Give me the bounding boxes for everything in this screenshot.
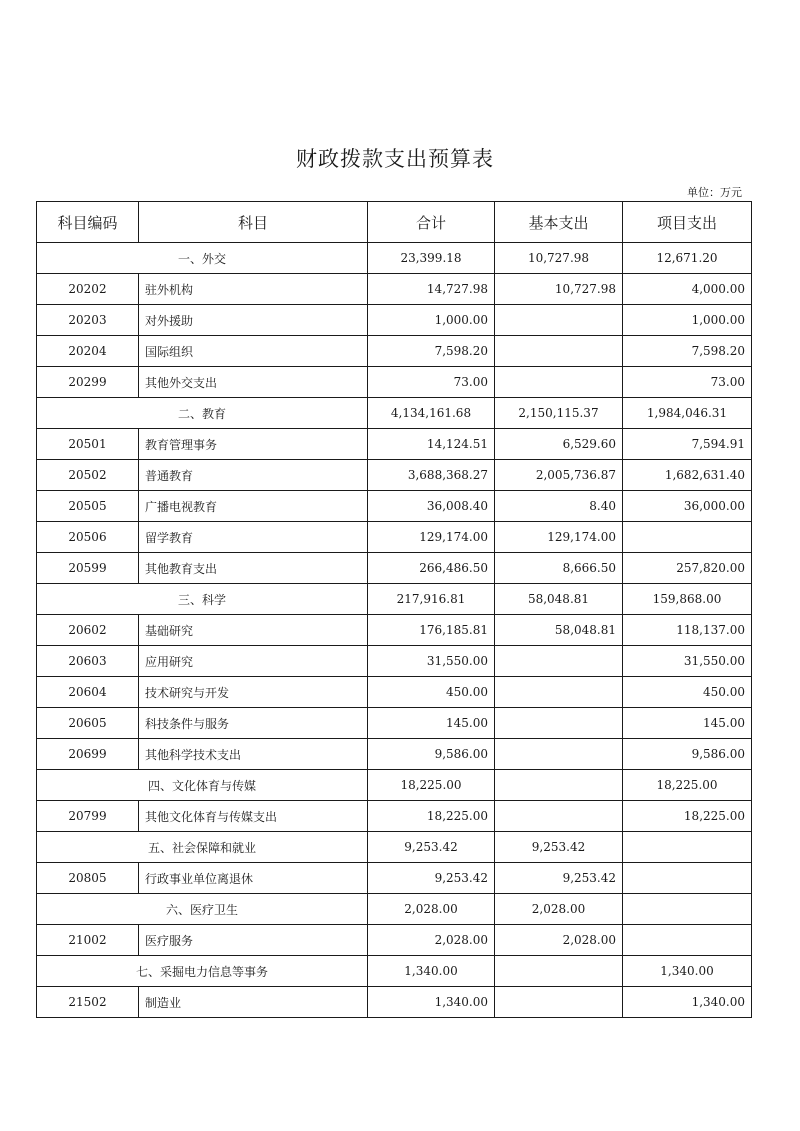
total-cell: 4,134,161.68 xyxy=(368,398,495,429)
project-cell: 18,225.00 xyxy=(623,801,752,832)
total-cell: 1,000.00 xyxy=(368,305,495,336)
basic-cell: 9,253.42 xyxy=(495,863,623,894)
project-cell: 18,225.00 xyxy=(623,770,752,801)
name-cell: 基础研究 xyxy=(139,615,368,646)
total-cell: 9,253.42 xyxy=(368,863,495,894)
total-cell: 266,486.50 xyxy=(368,553,495,584)
project-cell: 36,000.00 xyxy=(623,491,752,522)
table-row xyxy=(37,925,752,956)
basic-cell xyxy=(495,739,623,770)
name-cell: 教育管理事务 xyxy=(139,429,368,460)
project-cell: 257,820.00 xyxy=(623,553,752,584)
category-row xyxy=(37,770,752,801)
basic-cell: 2,028.00 xyxy=(495,894,623,925)
project-cell xyxy=(623,925,752,956)
project-cell: 7,594.91 xyxy=(623,429,752,460)
header-basic: 基本支出 xyxy=(495,202,623,243)
category-row xyxy=(37,894,752,925)
basic-cell: 58,048.81 xyxy=(495,584,623,615)
project-cell: 145.00 xyxy=(623,708,752,739)
name-cell: 行政事业单位离退休 xyxy=(139,863,368,894)
header-code: 科目编码 xyxy=(37,202,139,243)
name-cell: 普通教育 xyxy=(139,460,368,491)
name-cell: 其他外交支出 xyxy=(139,367,368,398)
project-cell: 159,868.00 xyxy=(623,584,752,615)
basic-cell xyxy=(495,770,623,801)
basic-cell: 10,727.98 xyxy=(495,243,623,274)
code-cell: 20203 xyxy=(37,305,139,336)
project-cell xyxy=(623,863,752,894)
table-row xyxy=(37,460,752,491)
table-row xyxy=(37,274,752,305)
category-name: 六、医疗卫生 xyxy=(37,894,368,925)
category-name: 二、教育 xyxy=(37,398,368,429)
code-cell: 20204 xyxy=(37,336,139,367)
basic-cell: 10,727.98 xyxy=(495,274,623,305)
category-name: 三、科学 xyxy=(37,584,368,615)
basic-cell: 2,005,736.87 xyxy=(495,460,623,491)
total-cell: 73.00 xyxy=(368,367,495,398)
table-row xyxy=(37,646,752,677)
category-name: 四、文化体育与传媒 xyxy=(37,770,368,801)
category-name: 五、社会保障和就业 xyxy=(37,832,368,863)
header-total: 合计 xyxy=(368,202,495,243)
total-cell: 14,124.51 xyxy=(368,429,495,460)
project-cell xyxy=(623,522,752,553)
project-cell: 1,984,046.31 xyxy=(623,398,752,429)
page-title: 财政拨款支出预算表 xyxy=(296,147,494,171)
name-cell: 其他文化体育与传媒支出 xyxy=(139,801,368,832)
basic-cell xyxy=(495,646,623,677)
code-cell: 20501 xyxy=(37,429,139,460)
table-row xyxy=(37,429,752,460)
basic-cell xyxy=(495,708,623,739)
code-cell: 20202 xyxy=(37,274,139,305)
table-row xyxy=(37,522,752,553)
table-row xyxy=(37,987,752,1018)
table-row xyxy=(37,336,752,367)
code-cell: 20605 xyxy=(37,708,139,739)
total-cell: 18,225.00 xyxy=(368,801,495,832)
total-cell: 18,225.00 xyxy=(368,770,495,801)
code-cell: 20505 xyxy=(37,491,139,522)
category-name: 七、采掘电力信息等事务 xyxy=(37,956,368,987)
basic-cell xyxy=(495,336,623,367)
total-cell: 7,598.20 xyxy=(368,336,495,367)
table-row xyxy=(37,491,752,522)
code-cell: 21502 xyxy=(37,987,139,1018)
code-cell: 20299 xyxy=(37,367,139,398)
code-cell: 21002 xyxy=(37,925,139,956)
name-cell: 制造业 xyxy=(139,987,368,1018)
basic-cell xyxy=(495,801,623,832)
name-cell: 其他教育支出 xyxy=(139,553,368,584)
project-cell: 9,586.00 xyxy=(623,739,752,770)
total-cell: 1,340.00 xyxy=(368,987,495,1018)
header-project: 项目支出 xyxy=(623,202,752,243)
category-row xyxy=(37,956,752,987)
code-cell: 20604 xyxy=(37,677,139,708)
basic-cell xyxy=(495,367,623,398)
total-cell: 2,028.00 xyxy=(368,925,495,956)
name-cell: 应用研究 xyxy=(139,646,368,677)
project-cell: 118,137.00 xyxy=(623,615,752,646)
table-row xyxy=(37,367,752,398)
code-cell: 20502 xyxy=(37,460,139,491)
project-cell: 7,598.20 xyxy=(623,336,752,367)
project-cell: 12,671.20 xyxy=(623,243,752,274)
name-cell: 其他科学技术支出 xyxy=(139,739,368,770)
name-cell: 对外援助 xyxy=(139,305,368,336)
project-cell: 4,000.00 xyxy=(623,274,752,305)
code-cell: 20603 xyxy=(37,646,139,677)
table-body xyxy=(37,243,752,1018)
project-cell: 1,000.00 xyxy=(623,305,752,336)
total-cell: 9,253.42 xyxy=(368,832,495,863)
total-cell: 23,399.18 xyxy=(368,243,495,274)
basic-cell xyxy=(495,677,623,708)
basic-cell: 9,253.42 xyxy=(495,832,623,863)
project-cell xyxy=(623,894,752,925)
category-row xyxy=(37,398,752,429)
code-cell: 20599 xyxy=(37,553,139,584)
basic-cell: 2,150,115.37 xyxy=(495,398,623,429)
project-cell: 450.00 xyxy=(623,677,752,708)
project-cell: 1,340.00 xyxy=(623,987,752,1018)
table-row xyxy=(37,615,752,646)
name-cell: 技术研究与开发 xyxy=(139,677,368,708)
total-cell: 9,586.00 xyxy=(368,739,495,770)
table-row xyxy=(37,863,752,894)
table-row xyxy=(37,677,752,708)
total-cell: 450.00 xyxy=(368,677,495,708)
project-cell: 1,340.00 xyxy=(623,956,752,987)
code-cell: 20506 xyxy=(37,522,139,553)
total-cell: 31,550.00 xyxy=(368,646,495,677)
name-cell: 国际组织 xyxy=(139,336,368,367)
category-row xyxy=(37,832,752,863)
code-cell: 20799 xyxy=(37,801,139,832)
table-row xyxy=(37,553,752,584)
code-cell: 20699 xyxy=(37,739,139,770)
basic-cell xyxy=(495,956,623,987)
total-cell: 14,727.98 xyxy=(368,274,495,305)
header-name: 科目 xyxy=(139,202,368,243)
basic-cell xyxy=(495,987,623,1018)
name-cell: 驻外机构 xyxy=(139,274,368,305)
code-cell: 20602 xyxy=(37,615,139,646)
basic-cell: 129,174.00 xyxy=(495,522,623,553)
project-cell xyxy=(623,832,752,863)
name-cell: 广播电视教育 xyxy=(139,491,368,522)
total-cell: 145.00 xyxy=(368,708,495,739)
total-cell: 1,340.00 xyxy=(368,956,495,987)
budget-table xyxy=(36,201,752,1018)
table-row xyxy=(37,801,752,832)
unit-label: 单位：万元 xyxy=(687,186,742,199)
table-row xyxy=(37,708,752,739)
total-cell: 129,174.00 xyxy=(368,522,495,553)
name-cell: 医疗服务 xyxy=(139,925,368,956)
basic-cell: 6,529.60 xyxy=(495,429,623,460)
name-cell: 留学教育 xyxy=(139,522,368,553)
table-row xyxy=(37,305,752,336)
total-cell: 217,916.81 xyxy=(368,584,495,615)
basic-cell: 2,028.00 xyxy=(495,925,623,956)
total-cell: 176,185.81 xyxy=(368,615,495,646)
total-cell: 2,028.00 xyxy=(368,894,495,925)
project-cell: 31,550.00 xyxy=(623,646,752,677)
basic-cell: 8,666.50 xyxy=(495,553,623,584)
category-row xyxy=(37,243,752,274)
total-cell: 3,688,368.27 xyxy=(368,460,495,491)
code-cell: 20805 xyxy=(37,863,139,894)
project-cell: 1,682,631.40 xyxy=(623,460,752,491)
basic-cell: 8.40 xyxy=(495,491,623,522)
basic-cell xyxy=(495,305,623,336)
category-name: 一、外交 xyxy=(37,243,368,274)
total-cell: 36,008.40 xyxy=(368,491,495,522)
basic-cell: 58,048.81 xyxy=(495,615,623,646)
table-row xyxy=(37,739,752,770)
project-cell: 73.00 xyxy=(623,367,752,398)
header-row xyxy=(37,202,752,243)
category-row xyxy=(37,584,752,615)
name-cell: 科技条件与服务 xyxy=(139,708,368,739)
